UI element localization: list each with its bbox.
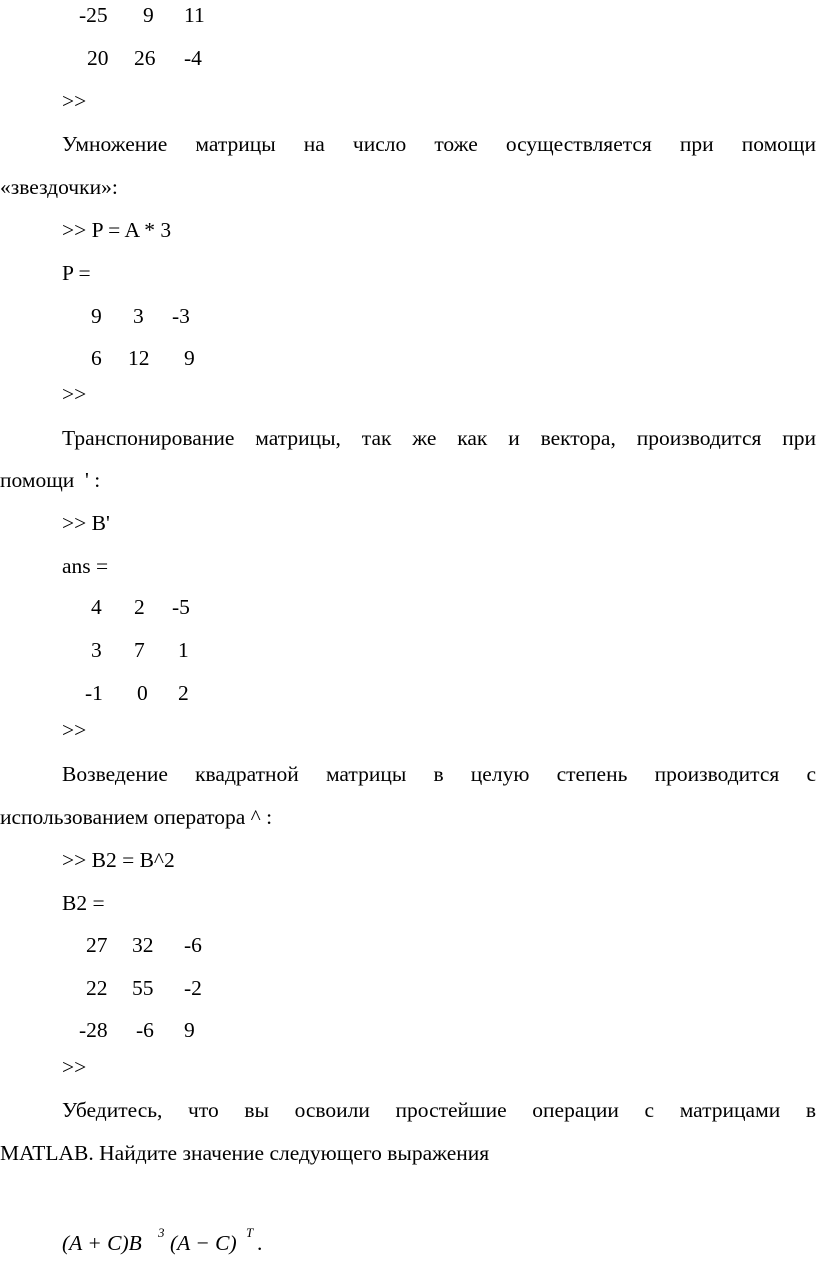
matrix-cell: 32 (132, 933, 154, 957)
matrix-cell: 26 (134, 46, 156, 70)
prompt: >> (62, 382, 87, 406)
matrix-cell: 0 (137, 681, 148, 705)
matrix-cell: -6 (184, 933, 202, 957)
formula-main: (A − C) (170, 1231, 237, 1255)
matrix-cell: 9 (91, 304, 102, 328)
prompt: >> (62, 89, 87, 113)
matrix-cell: -4 (184, 46, 202, 70)
matrix-cell: 9 (184, 1018, 195, 1042)
matrix-cell: -1 (85, 681, 103, 705)
matrix-cell: 55 (132, 976, 154, 1000)
matrix-cell: -5 (172, 595, 190, 619)
formula-end: . (257, 1231, 263, 1255)
matrix-cell: 27 (86, 933, 108, 957)
matrix-cell: 4 (91, 595, 102, 619)
matrix-cell: 3 (133, 304, 144, 328)
matrix-cell: 20 (87, 46, 109, 70)
prompt: >> (62, 1055, 87, 1079)
formula-exponent: 3 (158, 1225, 165, 1240)
matrix-cell: -3 (172, 304, 190, 328)
matrix-cell: -2 (184, 976, 202, 1000)
command-line: >> B2 = B^2 (62, 848, 175, 872)
paragraph-line: MATLAB. Найдите значение следующего выражения (0, 1141, 490, 1165)
matrix-cell: 3 (91, 638, 102, 662)
matrix-cell: 22 (86, 976, 108, 1000)
result-label: B2 = (62, 891, 105, 915)
matrix-cell: 2 (134, 595, 145, 619)
formula (62, 1225, 322, 1255)
result-label: ans = (62, 554, 109, 578)
matrix-cell: -25 (79, 3, 108, 27)
matrix-cell: 7 (134, 638, 145, 662)
formula-exponent: T (246, 1225, 254, 1240)
formula-main: (A + C)B (62, 1231, 142, 1255)
matrix-cell: 9 (184, 346, 195, 370)
result-label: P = (62, 261, 91, 285)
paragraph-line: «звездочки»: (0, 175, 118, 199)
matrix-cell: 6 (91, 346, 102, 370)
paragraph-line: помощи ' : (0, 468, 101, 492)
matrix-cell: 11 (184, 3, 205, 27)
prompt: >> (62, 718, 87, 742)
command-line: >> B' (62, 511, 110, 535)
matrix-cell: 9 (143, 3, 154, 27)
paragraph-line: Убедитесь, что вы освоили простейшие операции с матрицами в (62, 1098, 816, 1122)
paragraph-line: Транспонирование матрицы, так же как и вектора, производится при (62, 426, 816, 450)
paragraph-line: Умножение матрицы на число тоже осуществляется при помощи (62, 132, 816, 156)
matrix-cell: 12 (128, 346, 150, 370)
matrix-cell: 2 (178, 681, 189, 705)
command-line: >> P = A * 3 (62, 218, 172, 242)
matrix-cell: 1 (178, 638, 189, 662)
paragraph-line: использованием оператора ^ : (0, 805, 273, 829)
matrix-cell: -28 (79, 1018, 108, 1042)
matrix-cell: -6 (136, 1018, 154, 1042)
paragraph-line: Возведение квадратной матрицы в целую степень производится с (62, 762, 816, 786)
